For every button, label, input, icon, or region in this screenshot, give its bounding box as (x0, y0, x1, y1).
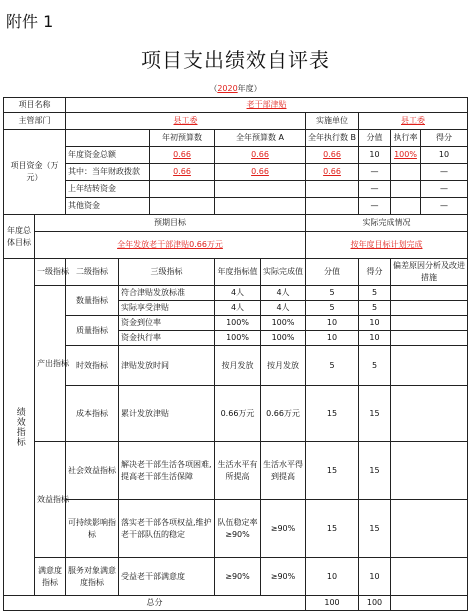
perf-header-score: 得分 (359, 259, 391, 286)
self-evaluation-table (3, 97, 468, 611)
funds-initial (150, 198, 215, 215)
project-name-value: 老干部津贴 (66, 98, 468, 113)
actual-value: ≥90% (261, 500, 306, 558)
actual-value: 100% (261, 331, 306, 346)
indicator-value: 10 (306, 331, 359, 346)
overall-goal-label: 年度总体目标 (4, 215, 35, 259)
level2-quantity: 数量指标 (66, 286, 119, 316)
goal-header-row (4, 215, 468, 232)
total-value: 100 (306, 596, 359, 611)
funds-row-label: 其他资金 (66, 198, 150, 215)
funds-initial (150, 181, 215, 198)
total-label: 总分 (4, 596, 306, 611)
attachment-label: 附件 1 (6, 12, 54, 31)
actual-value: 生活水平得到提高 (261, 442, 306, 500)
target-value: 生活水平有所提高 (215, 442, 261, 500)
actual-value: ≥90% (261, 558, 306, 596)
level1-benefit: 效益指标 (35, 442, 66, 558)
funds-score-value: — (359, 164, 391, 181)
funds-header-score-value: 分值 (359, 130, 391, 147)
actual-value: 4人 (261, 301, 306, 316)
target-value: 按月发放 (215, 346, 261, 386)
indicator-value: 5 (306, 301, 359, 316)
indicator-score: 5 (359, 346, 391, 386)
perf-row (4, 558, 468, 596)
actual-value: 0.66万元 (261, 386, 306, 442)
level2-quality: 质量指标 (66, 316, 119, 346)
indicator-score: 10 (359, 316, 391, 331)
indicator-score: 10 (359, 558, 391, 596)
perf-row (4, 316, 468, 331)
funds-row (4, 181, 468, 198)
funds-rate (391, 198, 421, 215)
year-open: （ (209, 84, 218, 93)
level3-indicator: 受益老干部满意度 (119, 558, 215, 596)
funds-rate (391, 164, 421, 181)
level3-indicator: 解决老干部生活各项困难,提高老干部生活保障 (119, 442, 215, 500)
indicator-value: 15 (306, 442, 359, 500)
actual-value: 按月发放 (261, 346, 306, 386)
level1-satisfaction: 满意度指标 (35, 558, 66, 596)
perf-header-deviation: 偏差原因分析及改进措施 (391, 259, 468, 286)
funds-executed (306, 181, 359, 198)
perf-row (4, 386, 468, 442)
year-value: 2020 (217, 84, 238, 93)
total-score: 100 (359, 596, 391, 611)
level3-indicator: 累计发放津贴 (119, 386, 215, 442)
funds-annual (215, 198, 306, 215)
dept-row (4, 113, 468, 130)
funds-header-executed: 全年执行数 B (306, 130, 359, 147)
deviation-cell (391, 301, 468, 316)
deviation-cell (391, 346, 468, 386)
target-value: 4人 (215, 301, 261, 316)
deviation-cell (391, 500, 468, 558)
funds-rate: 100% (391, 147, 421, 164)
funds-header-row (4, 130, 468, 147)
funds-annual: 0.66 (215, 164, 306, 181)
indicator-score: 10 (359, 331, 391, 346)
expected-header: 预期目标 (35, 215, 306, 232)
year-line (0, 83, 471, 94)
indicator-value: 10 (306, 558, 359, 596)
funds-score: 10 (421, 147, 468, 164)
perf-header-row (4, 259, 468, 286)
perf-row (4, 346, 468, 386)
level3-indicator: 符合津贴发放标准 (119, 286, 215, 301)
funds-row-label: 年度资金总额 (66, 147, 150, 164)
deviation-cell (391, 442, 468, 500)
perf-header-level2: 二级指标 (66, 259, 119, 286)
perf-header-target: 年度指标值 (215, 259, 261, 286)
level3-indicator: 落实老干部各项权益,维护老干部队伍的稳定 (119, 500, 215, 558)
funds-initial: 0.66 (150, 164, 215, 181)
level2-service-satisfaction: 服务对象满意度指标 (66, 558, 119, 596)
impl-value: 县工委 (359, 113, 468, 130)
perf-row (4, 442, 468, 500)
funds-row-label: 其中：当年财政拨款 (66, 164, 150, 181)
target-value: ≥90% (215, 558, 261, 596)
project-name-row (4, 98, 468, 113)
funds-header-rate: 执行率 (391, 130, 421, 147)
deviation-cell (391, 558, 468, 596)
funds-score-value: — (359, 198, 391, 215)
funds-label: 项目资金（万元） (4, 130, 66, 215)
funds-score: — (421, 181, 468, 198)
target-value: 0.66万元 (215, 386, 261, 442)
funds-executed: 0.66 (306, 147, 359, 164)
total-blank (391, 596, 468, 611)
dept-value: 县工委 (66, 113, 306, 130)
funds-annual: 0.66 (215, 147, 306, 164)
funds-header-blank (66, 130, 150, 147)
target-value: 100% (215, 316, 261, 331)
level2-sustainable: 可持续影响指标 (66, 500, 119, 558)
indicator-value: 5 (306, 286, 359, 301)
deviation-cell (391, 386, 468, 442)
funds-score: — (421, 198, 468, 215)
indicator-value: 15 (306, 500, 359, 558)
level3-indicator: 津贴发放时间 (119, 346, 215, 386)
indicator-value: 5 (306, 346, 359, 386)
level2-timeliness: 时效指标 (66, 346, 119, 386)
funds-executed: 0.66 (306, 164, 359, 181)
funds-rate (391, 181, 421, 198)
funds-row (4, 164, 468, 181)
target-value: 队伍稳定率≥90% (215, 500, 261, 558)
perf-row (4, 286, 468, 301)
actual-value: 4人 (261, 286, 306, 301)
indicator-score: 15 (359, 442, 391, 500)
indicator-score: 15 (359, 500, 391, 558)
perf-row (4, 500, 468, 558)
deviation-cell (391, 331, 468, 346)
funds-score-value: — (359, 181, 391, 198)
level3-indicator: 实际享受津贴 (119, 301, 215, 316)
target-value: 4人 (215, 286, 261, 301)
year-suffix: 年度） (237, 84, 262, 93)
funds-header-score: 得分 (421, 130, 468, 147)
actual-value: 100% (261, 316, 306, 331)
perf-header-level3: 三级指标 (119, 259, 215, 286)
total-row (4, 596, 468, 611)
dept-label: 主管部门 (4, 113, 66, 130)
level3-indicator: 资金到位率 (119, 316, 215, 331)
funds-score-value: 10 (359, 147, 391, 164)
funds-row (4, 147, 468, 164)
funds-executed (306, 198, 359, 215)
level2-social: 社会效益指标 (66, 442, 119, 500)
target-value: 100% (215, 331, 261, 346)
actual-header: 实际完成情况 (306, 215, 468, 232)
project-name-label: 项目名称 (4, 98, 66, 113)
indicator-score: 5 (359, 301, 391, 316)
actual-goal: 按年度目标计划完成 (306, 232, 468, 259)
funds-annual (215, 181, 306, 198)
deviation-cell (391, 286, 468, 301)
expected-goal: 全年发放老干部津贴0.66万元 (35, 232, 306, 259)
level1-output: 产出指标 (35, 286, 66, 442)
perf-side-label: 绩效指标 (4, 259, 35, 596)
goal-row (4, 232, 468, 259)
indicator-value: 10 (306, 316, 359, 331)
funds-row-label: 上年结转资金 (66, 181, 150, 198)
perf-header-value: 分值 (306, 259, 359, 286)
funds-header-initial: 年初预算数 (150, 130, 215, 147)
level2-cost: 成本指标 (66, 386, 119, 442)
page-title: 项目支出绩效自评表 (141, 48, 330, 72)
deviation-cell (391, 316, 468, 331)
indicator-value: 15 (306, 386, 359, 442)
funds-initial: 0.66 (150, 147, 215, 164)
indicator-score: 5 (359, 286, 391, 301)
impl-label: 实施单位 (306, 113, 359, 130)
perf-header-level1: 一级指标 (35, 259, 66, 286)
perf-header-actual: 实际完成值 (261, 259, 306, 286)
funds-score: — (421, 164, 468, 181)
indicator-score: 15 (359, 386, 391, 442)
funds-row (4, 198, 468, 215)
funds-header-annual: 全年预算数 A (215, 130, 306, 147)
level3-indicator: 资金执行率 (119, 331, 215, 346)
